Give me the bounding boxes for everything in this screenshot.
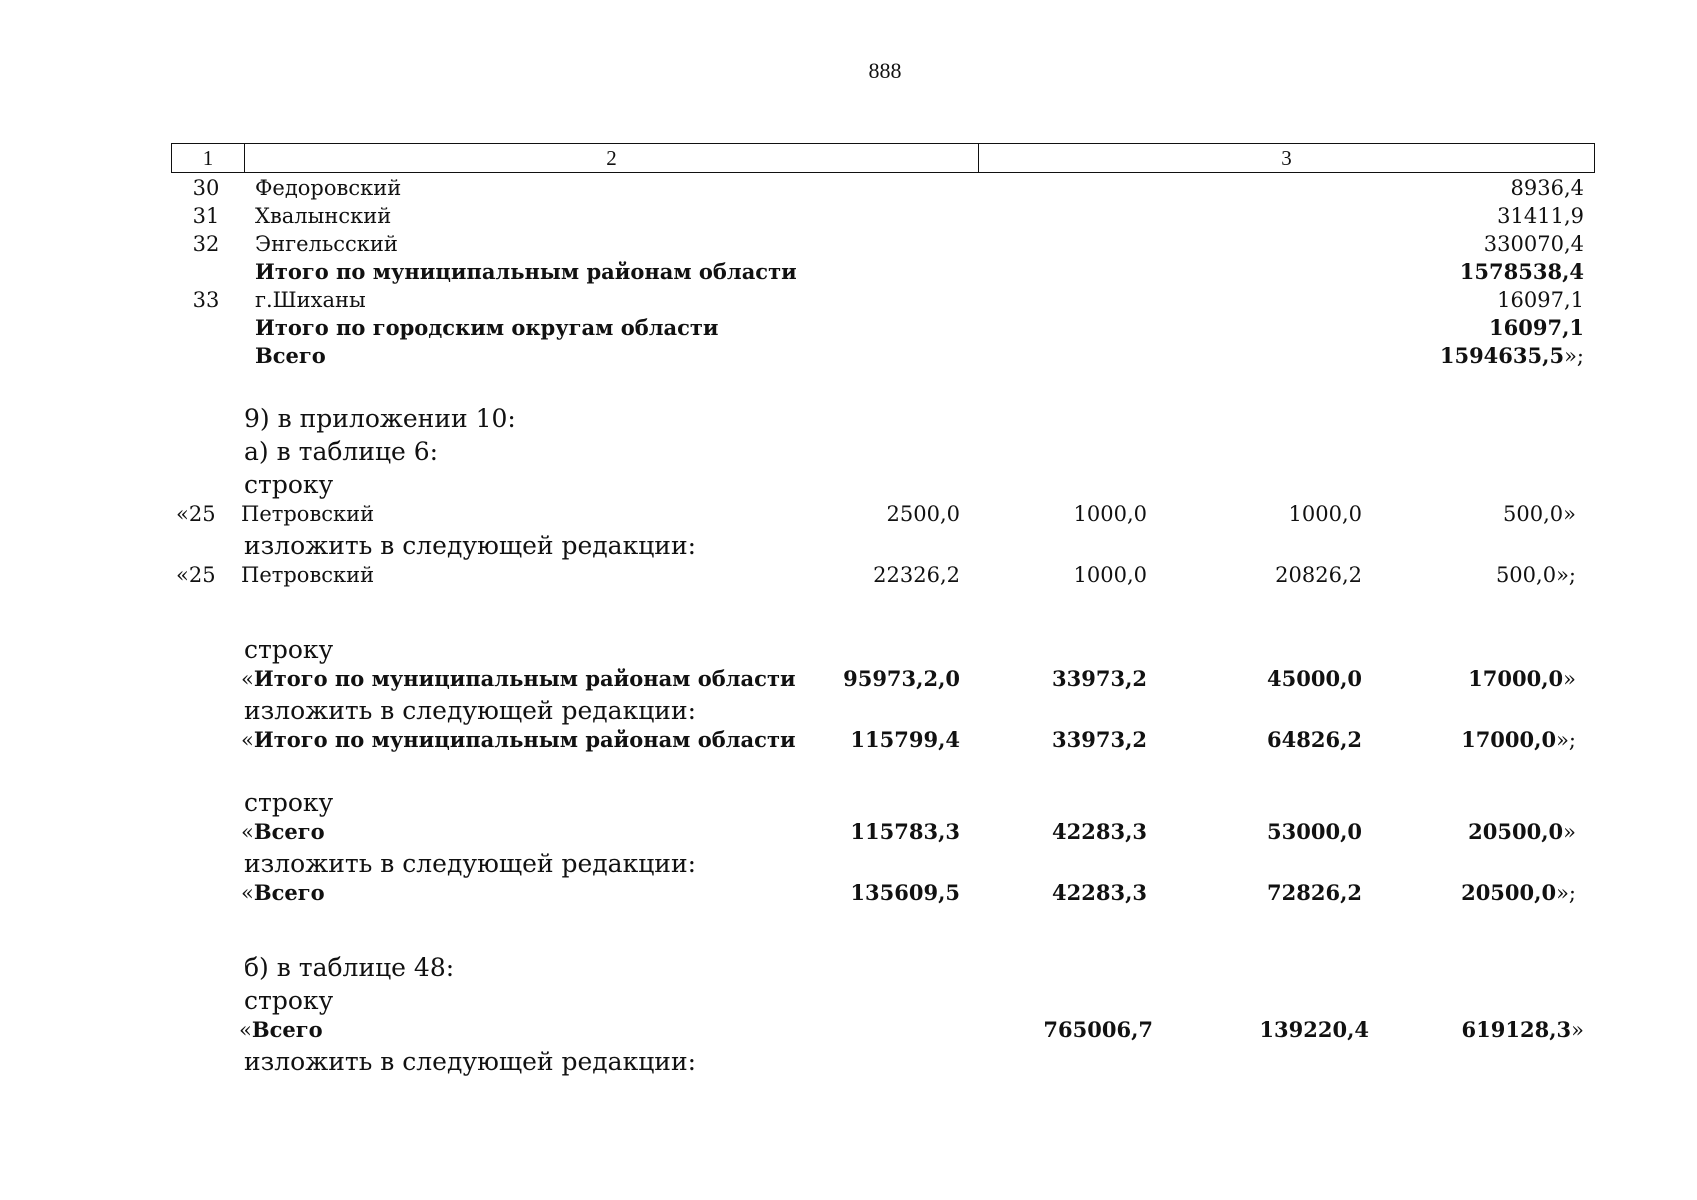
value-4: 20500,0» bbox=[1468, 819, 1576, 844]
value-2: 42283,3 bbox=[1052, 880, 1147, 905]
row-value: 1594635,5»; bbox=[1439, 343, 1584, 368]
value-3: 53000,0 bbox=[1267, 819, 1362, 844]
row-number: 31 bbox=[192, 204, 220, 228]
item-a-heading: а) в таблице 6: bbox=[244, 437, 439, 466]
row-name: Хвалынский bbox=[255, 204, 392, 228]
row-name: Петровский bbox=[241, 563, 375, 587]
row-name: Итого по городским округам области bbox=[255, 315, 719, 340]
row-number: 33 bbox=[192, 288, 220, 312]
value-4: 17000,0»; bbox=[1461, 727, 1576, 752]
row-name: г.Шиханы bbox=[255, 288, 366, 312]
value-3: 45000,0 bbox=[1267, 666, 1362, 691]
value-3: 20826,2 bbox=[1275, 563, 1362, 587]
value-2: 1000,0 bbox=[1073, 563, 1147, 587]
line-edit-label: изложить в следующей редакции: bbox=[244, 1047, 697, 1076]
row-number: 30 bbox=[192, 176, 220, 200]
row-name: «Итого по муниципальным районам области bbox=[241, 727, 796, 752]
value-3: 1000,0 bbox=[1288, 502, 1362, 526]
row-value: 16097,1 bbox=[1489, 315, 1584, 340]
value-1: 135609,5 bbox=[850, 880, 960, 905]
row-value: 16097,1 bbox=[1497, 288, 1584, 312]
row-name: «Итого по муниципальным районам области bbox=[241, 666, 796, 691]
petrovsky-old-row bbox=[0, 500, 1697, 528]
value-4: 619128,3» bbox=[1461, 1017, 1584, 1042]
row-name: «Всего bbox=[241, 819, 325, 844]
row-value: 330070,4 bbox=[1483, 232, 1584, 256]
vsego48-old-row bbox=[0, 1016, 1697, 1044]
table-row bbox=[0, 286, 1697, 314]
value-2: 765006,7 bbox=[1043, 1017, 1153, 1042]
line-edit-label: изложить в следующей редакции: bbox=[244, 531, 697, 560]
value-2: 33973,2 bbox=[1052, 666, 1147, 691]
value-4: 500,0» bbox=[1503, 502, 1576, 526]
value-1: 95973,2,0 bbox=[843, 666, 960, 691]
row-name: Федоровский bbox=[255, 176, 402, 200]
row-name: «Всего bbox=[239, 1017, 323, 1042]
header-col-1: 1 bbox=[172, 144, 245, 172]
petrovsky-new-row bbox=[0, 561, 1697, 589]
item-9-heading: 9) в приложении 10: bbox=[244, 404, 516, 433]
value-2: 42283,3 bbox=[1052, 819, 1147, 844]
line-row-label: строку bbox=[244, 470, 334, 499]
table-row bbox=[0, 202, 1697, 230]
header-col-2: 2 bbox=[245, 144, 979, 172]
value-4: 500,0»; bbox=[1495, 563, 1576, 587]
row-name: Энгельсский bbox=[255, 232, 398, 256]
value-2: 1000,0 bbox=[1073, 502, 1147, 526]
vsego-new-row bbox=[0, 879, 1697, 907]
row-name: Всего bbox=[255, 343, 326, 368]
row-value: 1578538,4 bbox=[1459, 259, 1584, 284]
table-row-total bbox=[0, 314, 1697, 342]
table-row-grand-total bbox=[0, 342, 1697, 370]
itogo-new-row bbox=[0, 726, 1697, 754]
table-row bbox=[0, 174, 1697, 202]
value-2: 33973,2 bbox=[1052, 727, 1147, 752]
row-name: Итого по муниципальным районам области bbox=[255, 259, 797, 284]
itogo-old-row bbox=[0, 665, 1697, 693]
row-name: Петровский bbox=[241, 502, 375, 526]
value-1: 115799,4 bbox=[850, 727, 960, 752]
value-4: 17000,0» bbox=[1468, 666, 1576, 691]
page-number: 888 bbox=[868, 58, 902, 83]
row-number: 32 bbox=[192, 232, 220, 256]
line-row-label: строку bbox=[244, 635, 334, 664]
value-3: 64826,2 bbox=[1267, 727, 1362, 752]
row-number: «25 bbox=[176, 502, 216, 526]
line-row-label: строку bbox=[244, 788, 334, 817]
table-header bbox=[171, 143, 1595, 173]
table-row-total bbox=[0, 258, 1697, 286]
row-number: «25 bbox=[176, 563, 216, 587]
table-row bbox=[0, 230, 1697, 258]
item-b-heading: б) в таблице 48: bbox=[244, 953, 455, 982]
line-row-label: строку bbox=[244, 986, 334, 1015]
row-value: 8936,4 bbox=[1510, 176, 1584, 200]
line-edit-label: изложить в следующей редакции: bbox=[244, 849, 697, 878]
value-3: 72826,2 bbox=[1267, 880, 1362, 905]
row-value: 31411,9 bbox=[1497, 204, 1584, 228]
value-4: 20500,0»; bbox=[1461, 880, 1576, 905]
header-col-3: 3 bbox=[1281, 145, 1292, 170]
value-1: 115783,3 bbox=[850, 819, 960, 844]
line-edit-label: изложить в следующей редакции: bbox=[244, 696, 697, 725]
row-name: «Всего bbox=[241, 880, 325, 905]
value-1: 22326,2 bbox=[873, 563, 960, 587]
value-3: 139220,4 bbox=[1259, 1017, 1369, 1042]
value-1: 2500,0 bbox=[886, 502, 960, 526]
vsego-old-row bbox=[0, 818, 1697, 846]
